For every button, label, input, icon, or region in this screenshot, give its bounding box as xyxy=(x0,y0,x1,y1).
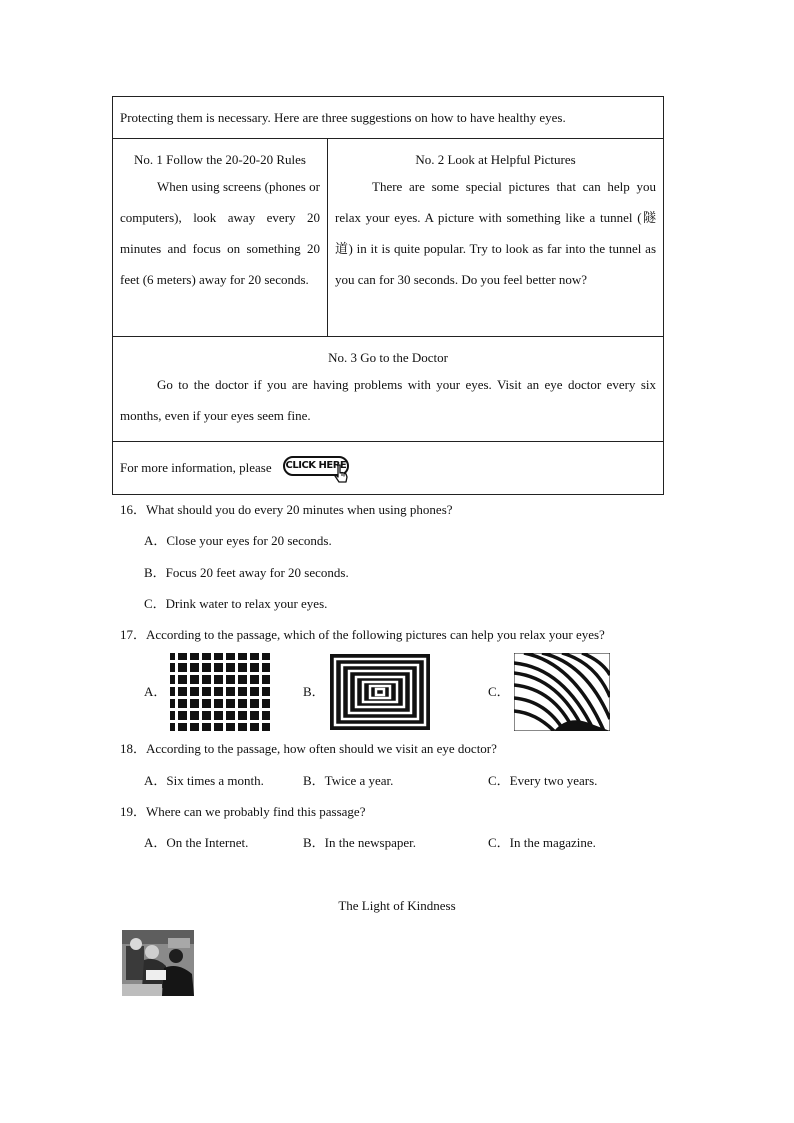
tip-1-cell xyxy=(113,139,328,337)
tip-3-heading: No. 3 Go to the Doctor xyxy=(328,350,448,365)
q16-option-c[interactable]: C．Drink water to relax your eyes. xyxy=(144,596,328,611)
question-19: 19．Where can we probably find this passage? xyxy=(120,804,366,819)
q19-option-a[interactable]: A．On the Internet. xyxy=(144,835,249,850)
grid-picture xyxy=(170,653,270,731)
intro-text: Protecting them is necessary. Here are three suggestions on how to have healthy eyes. xyxy=(113,97,664,139)
click-here-label: CLICK HERE xyxy=(283,456,349,476)
q16-option-a[interactable]: A．Close your eyes for 20 seconds. xyxy=(144,533,332,548)
tip-3-body: Go to the doctor if you are having problems with your eyes. Visit an eye doctor every six months, even if your eyes seem fine. xyxy=(120,377,656,423)
q17-option-c[interactable]: C． xyxy=(488,684,510,699)
q19-option-c[interactable]: C．In the magazine. xyxy=(488,835,596,850)
tunnel-picture xyxy=(330,654,430,730)
kindness-photo xyxy=(122,930,194,996)
tip-2-cell xyxy=(328,139,664,337)
q18-option-a[interactable]: A．Six times a month. xyxy=(144,773,264,788)
question-16: 16．What should you do every 20 minutes when using phones? xyxy=(120,502,453,517)
q18-option-b[interactable]: B．Twice a year. xyxy=(303,773,394,788)
question-18: 18．According to the passage, how often should we visit an eye doctor? xyxy=(120,741,497,756)
q16-option-b[interactable]: B．Focus 20 feet away for 20 seconds. xyxy=(144,565,349,580)
click-here-button[interactable] xyxy=(281,450,351,484)
more-info-cell xyxy=(113,442,664,495)
tip-3-cell xyxy=(113,337,664,442)
section-title: The Light of Kindness xyxy=(338,898,456,913)
tip-2-body: There are some special pictures that can help you relax your eyes. A picture with something like a tunnel (隧道) in it is quite popular. Try to look as far into the tunnel as you can for 30 seconds. Do you feel better now? xyxy=(335,179,656,287)
tip-1-body: When using screens (phones or computers), look away every 20 minutes and focus on something 20 feet (6 meters) away for 20 seconds. xyxy=(120,179,320,287)
eye-tips-box xyxy=(112,96,664,495)
hand-pointer-icon xyxy=(333,464,349,484)
tip-1-heading: No. 1 Follow the 20-20-20 Rules xyxy=(134,152,306,167)
curves-picture xyxy=(514,653,610,731)
question-17: 17．According to the passage, which of the following pictures can help you relax your eyes? xyxy=(120,627,605,642)
more-info-text: For more information, please xyxy=(120,460,272,475)
q19-option-b[interactable]: B．In the newspaper. xyxy=(303,835,417,850)
q18-option-c[interactable]: C．Every two years. xyxy=(488,773,598,788)
q17-option-b[interactable]: B． xyxy=(303,684,325,699)
q17-option-a[interactable]: A． xyxy=(144,684,167,699)
tip-2-heading: No. 2 Look at Helpful Pictures xyxy=(415,152,576,167)
